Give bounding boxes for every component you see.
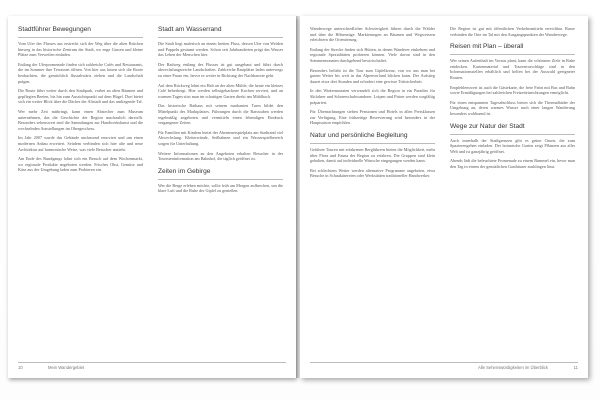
paragraph: Empfehlenswert ist auch die Gästekarte, die freie Fahrt mit Bus und Bahn sowie Ermäßigungen bei zahlreichen Freizeiteinrichtungen ermöglicht.: [450, 84, 575, 96]
section-heading: Stadt am Wasserrand: [158, 26, 222, 33]
paragraph: Wer die Berge erleben möchte, sollte früh am Morgen aufbrechen, um die klare Luft und die Ruhe der Gipfel zu genießen.: [158, 182, 283, 194]
heading-rule: [450, 134, 575, 135]
running-title: Mein Wandergebiet: [48, 365, 85, 370]
paragraph: Wanderwege unterschiedlicher Schwierigkeit führen durch die Wälder und über die Höhenzüge. Markierungen an Bäumen und Wegweisern erleichtern die Orientierung.: [310, 26, 435, 43]
paragraph: Abends lädt die beleuchtete Promenade zu einem Bummel ein, bevor man den Tag in einem der gemütlichen Gasthäuser ausklingen lässt.: [450, 158, 575, 169]
paragraph: Die Stadt liegt malerisch an einem breiten Fluss, dessen Ufer von Weiden und Pappeln gesäumt werden. Schon seit Jahrhunderten prägt das Wasser das Leben der Menschen hier.: [158, 41, 283, 58]
page-number: 10: [18, 365, 23, 370]
left-page-column-2: [158, 26, 283, 358]
section-heading: Wege zur Natur der Stadt: [450, 122, 525, 130]
section-heading: Zeiten im Gebirge: [158, 167, 211, 175]
heading-rule: [18, 37, 143, 38]
page-footer: [310, 362, 578, 373]
paragraph: Entlang der Uferpromenade finden sich zahlreiche Cafés und Restaurants, die im Sommer ihre Terrassen öffnen. Von hier aus lassen sich die Boote beobachten, die gemächlich flussabwärts ziehen und die Landschaft prägen.: [18, 61, 143, 84]
paragraph: Auf dem Rückweg lohnt ein Halt an der alten Mühle, die heute ein kleines Café beherbergt. Hier werden selbstgebackene Kuchen serviert, und an warmen Tagen sitzt man im schattigen Garten direkt am Mühlbach.: [158, 82, 283, 99]
paragraph: Geführte Touren mit erfahrenen Bergführern bieten die Möglichkeit, mehr über Flora und Fauna der Region zu erfahren. Die Gruppen sind klein gehalten, damit auf individuelle Wünsche eingegangen werden kann.: [310, 146, 435, 164]
heading-rule: [158, 37, 283, 38]
paragraph: Im Jahr 2007 wurde das Gebäude umfassend renoviert und um einen modernen Anbau erweitert. Seitdem verbinden sich hier alte und neue Architektur auf harmonische Weise, was viele Besucher anzieht.: [18, 135, 143, 152]
paragraph: Für Übernachtungen stehen Pensionen und Hotels in allen Preisklassen zur Verfügung. Eine frühzeitige Reservierung wird besonders in der Hauptsaison empfohlen.: [310, 109, 435, 126]
paragraph: Die Region ist gut mit öffentlichen Verkehrsmitteln erreichbar. Busse verbinden die Orte im Tal mit den Ausgangspunkten der Wanderwege.: [450, 26, 575, 37]
left-page: [8, 16, 296, 378]
paragraph: Am Ende des Rundgangs lohnt sich ein Besuch auf dem Wochenmarkt, wo regionale Produkte angeboten werden. Frisches Obst, Gemüse und Käse aus der Umgebung laden zum Probieren ein.: [18, 156, 143, 173]
paragraph: Vom Ufer des Flusses aus erstreckt sich der Weg über die alten Brücken hinweg in das historische Zentrum der Stadt, wo enge Gassen und kleine Plätze zum Verweilen einladen.: [18, 41, 143, 58]
paragraph: Bei schlechtem Wetter werden alternative Programme angeboten, etwa Besuche in Schaukäsereien oder Werkstätten traditioneller Handwerker.: [310, 167, 435, 179]
right-page-column-2: [450, 26, 575, 358]
paragraph: Besonders beliebt ist die Tour zum Gipfelkreuz, von wo aus man bei gutem Wetter bis weit in das Alpenvorland blicken kann. Der Aufstieg dauert etwa drei Stunden und erfordert eine gewisse Trittsicherheit.: [310, 67, 435, 84]
paragraph: Der Radweg entlang des Flusses ist gut ausgebaut und führt durch abwechslungsreiche Landschaften. Zahlreiche Rastplätze laden unterwegs zu einer Pause ein, bevor es weiter in Richtung der Nachbarorte geht.: [158, 61, 283, 78]
paragraph: Auch innerhalb der Stadtgrenzen gibt es grüne Oasen, die zum Spazierengehen einladen. Der botanische Garten zeigt Pflanzen aus aller Welt und ist ganzjährig geöffnet.: [450, 137, 575, 154]
paragraph: Entlang der Strecke finden sich Hütten, in denen Wanderer einkehren und regionale Spezialitäten probieren können. Viele davon sind in den Sommermonaten durchgehend bewirtschaftet.: [310, 46, 435, 63]
paragraph: Wer seinen Aufenthalt im Voraus plant, kann die schönsten Ziele in Ruhe entdecken. Kartenmaterial und Tourenvorschläge sind in den Informationsstellen erhältlich und helfen bei der Auswahl geeigneter Routen.: [450, 58, 575, 80]
heading-rule: [158, 179, 283, 180]
paragraph: Die Route führt weiter durch den Stadtpark, vorbei an alten Bäumen und gepflegten Beeten, bis hin zum Aussichtspunkt auf dem Hügel. Dort bietet sich ein weiter Blick über die Dächer der Altstadt und das umliegende Tal.: [18, 88, 143, 105]
section-heading: Natur und persönliche Begleitung: [310, 131, 408, 139]
page-number: 11: [573, 365, 578, 370]
paragraph: Für Familien mit Kindern bietet der Abenteuerspielplatz am Stadtrand viel Abwechslung. Kletterwände, Seilbahnen und ein Wasserspielbereich sorgen für Unterhaltung.: [158, 129, 283, 146]
left-page-column-1: [18, 26, 143, 358]
page-footer: [18, 362, 286, 373]
paragraph: Weitere Informationen zu den Angeboten erhalten Besucher in der Touristeninformation am Bahnhof, die täglich geöffnet ist.: [158, 150, 283, 162]
section-heading: Stadtführer Bewegungen: [18, 26, 91, 33]
section-heading: Reisen mit Plan – überall: [450, 43, 524, 51]
right-page-column-1: [310, 26, 435, 358]
paragraph: Für einen entspannten Tagesabschluss bieten sich die Thermalbäder der Umgebung an, deren warmes Wasser nach einer langen Wanderung besonders wohltuend ist.: [450, 99, 575, 116]
running-title: Alle Sehenswürdigkeiten im Überblick: [477, 365, 548, 370]
paragraph: Wer mehr Zeit mitbringt, kann einen Abstecher zum Museum unternehmen, das die Geschichte der Region anschaulich darstellt. Besonders sehenswert sind die Sammlungen zur Handwerkskunst und die wechselnden Ausstellungen im Obergeschoss.: [18, 108, 143, 131]
paragraph: Das historische Rathaus mit seinem markanten Turm bildet den Mittelpunkt des Marktplatzes. Führungen durch die Ratsstuben werden regelmäßig angeboten und vermitteln einen lebendigen Eindruck vergangener Zeiten.: [158, 103, 283, 126]
paragraph: In den Wintermonaten verwandelt sich die Region in ein Paradies für Skifahrer und Schneeschuhwanderer. Loipen und Pisten werden sorgfältig präpariert.: [310, 88, 435, 105]
right-page: [300, 16, 588, 378]
heading-rule: [310, 143, 435, 144]
heading-rule: [450, 54, 575, 55]
